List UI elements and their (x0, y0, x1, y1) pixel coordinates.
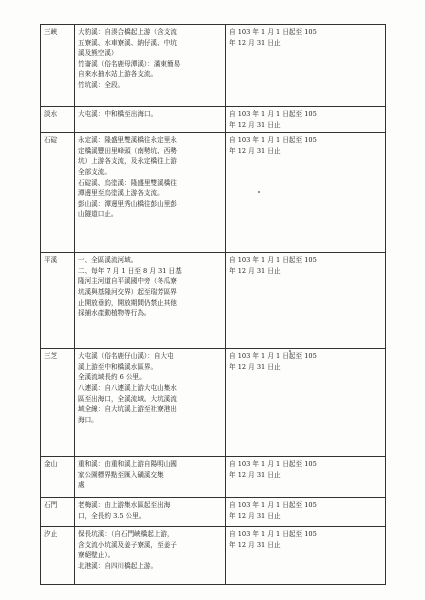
scope-line: 全溪流域長約 6 公里。 (78, 373, 146, 382)
scope-line: 坑溪與基隆河交界）起至瑞芳區界 (78, 287, 177, 296)
period-cell (226, 349, 386, 457)
scope-line: 採捕水產動植物等行為。 (78, 309, 151, 318)
table-row (41, 25, 386, 107)
table-row (41, 349, 386, 457)
district-cell: 平溪 (41, 253, 75, 349)
scan-speck (289, 350, 291, 352)
scope-line: 溪及熊空溪） (78, 49, 118, 58)
scope-cell (75, 25, 226, 107)
scope-line: 隆河主河道自平溪國中旁（冬瓜寮 (78, 277, 177, 286)
period-cell (226, 133, 386, 253)
period-line: 年 12 月 31 日止 (229, 146, 281, 155)
scope-line: 竹崙溪（俗名鹿母潭溪）：滿東簡易 (78, 59, 181, 68)
scope-line: 彭山溪：潭邊里秀山橋往彭山里彭 (78, 199, 177, 208)
district-cell: 三芝 (41, 349, 75, 457)
restricted-waters-table (40, 24, 386, 585)
table-row (41, 498, 386, 527)
scope-line: 寮絕壁止）。 (78, 551, 115, 560)
scope-cell (75, 498, 226, 527)
period-line: 自 103 年 1 月 1 日起至 105 (229, 110, 317, 118)
period-cell (226, 457, 386, 498)
scope-cell (75, 133, 226, 253)
district-cell: 三峽 (41, 25, 75, 107)
scope-line: 處 (78, 481, 85, 490)
period-line: 年 12 月 31 日止 (229, 266, 281, 275)
scope-line: 定橋溪豐田里峰頭（南勢坑、西勢 (78, 146, 177, 155)
scope-cell (75, 253, 226, 349)
table-row (41, 457, 386, 498)
scope-line: 坑）上游各支流，及永定橋往上游 (78, 157, 177, 166)
period-line: 自 103 年 1 月 1 日起至 105 (229, 460, 317, 469)
period-cell (226, 107, 386, 133)
scope-cell (75, 457, 226, 498)
period-cell (226, 527, 386, 585)
period-line: 自 103 年 1 月 1 日起至 105 (229, 530, 317, 539)
scope-line: 大屯溪：中和橋至出海口。 (78, 110, 158, 118)
period-line: 自 103 年 1 月 1 日起至 105 (229, 501, 317, 510)
scope-line: 北港溪：自四川橋起上游。 (78, 561, 158, 570)
scope-cell (75, 527, 226, 585)
period-line: 自 103 年 1 月 1 日起至 105 (229, 352, 317, 361)
scope-line: 溪上游至中和橋溪水區界。 (78, 362, 158, 371)
period-cell (226, 498, 386, 527)
scope-line: 永定溪：隆盛里雙溪橋往永定里永 (78, 136, 177, 145)
scope-line: 區至出海口，全溪流域。大坑溪流 (78, 394, 177, 403)
scope-line: 一、全區溪流河域。 (78, 256, 138, 265)
period-line: 自 103 年 1 月 1 日起至 105 (229, 256, 317, 265)
table-row (41, 133, 386, 253)
scope-cell (75, 349, 226, 457)
scope-line: 域全線：自大坑溪上游至社寮港出 (78, 405, 177, 414)
table-row (41, 527, 386, 585)
table-row (41, 253, 386, 349)
scope-line: 老梅溪：由上游集水區起至出海 (78, 501, 171, 510)
scope-line: 潭邊里至烏塗溪上游各支流。 (78, 189, 164, 198)
scope-line: 含支流小坑溪及姜子寮溪，至姜子 (78, 540, 177, 549)
period-line: 自 103 年 1 月 1 日起至 105 (229, 28, 317, 36)
scope-line: 山隧道口止。 (78, 210, 118, 219)
district-cell: 汐止 (41, 527, 75, 585)
scope-line: 大豹溪：自湊合橋起上游（含支流 (78, 28, 177, 36)
district-cell: 金山 (41, 457, 75, 498)
scope-line: 石碇溪、烏塗溪：隆盛里雙溪橋往 (78, 178, 177, 187)
period-cell (226, 253, 386, 349)
period-line: 年 12 月 31 日止 (229, 38, 281, 47)
period-line: 年 12 月 31 日止 (229, 470, 281, 479)
scope-line: 八連溪：自八連溪上游大屯山集水 (78, 383, 177, 392)
scan-speck (258, 191, 260, 193)
scope-cell (75, 107, 226, 133)
scope-line: 口，全長約 3.5 公里。 (78, 511, 146, 520)
period-line: 自 103 年 1 月 1 日起至 105 (229, 136, 317, 145)
scope-line: 五寮溪、水車寮溪、納仔溪、中坑 (78, 38, 177, 47)
scope-line: 全部支流。 (78, 167, 111, 176)
scope-line: 自來水抽水站上游各支流。 (78, 70, 158, 79)
scope-line: 保長坑溪：（自石門峽橋起上游， (78, 530, 174, 539)
scope-line: 大屯溪（俗名鹿仔山溪）：自大屯 (78, 352, 174, 361)
period-line: 年 12 月 31 日止 (229, 511, 281, 520)
scope-line: 二、每年 7 月 1 日至 8 月 31 日基 (78, 266, 182, 275)
period-line: 年 12 月 31 日止 (229, 540, 281, 549)
scope-line: 竹坑溪：全段。 (78, 80, 125, 89)
scope-line: 止開放垂釣，開放期間仍禁止其他 (78, 298, 177, 307)
scope-line: 海口。 (78, 415, 98, 424)
period-line: 年 12 月 31 日止 (229, 362, 281, 371)
district-cell: 淡水 (41, 107, 75, 133)
table-body (41, 25, 386, 585)
table-row (41, 107, 386, 133)
period-line: 年 12 月 31 日止 (229, 120, 281, 129)
period-cell (226, 25, 386, 107)
district-cell: 石門 (41, 498, 75, 527)
scope-line: 重和溪：由重和溪上游自陽明山國 (78, 460, 177, 469)
district-cell: 石碇 (41, 133, 75, 253)
scope-line: 家公園標界點至匯入磺溪交集 (78, 470, 164, 479)
